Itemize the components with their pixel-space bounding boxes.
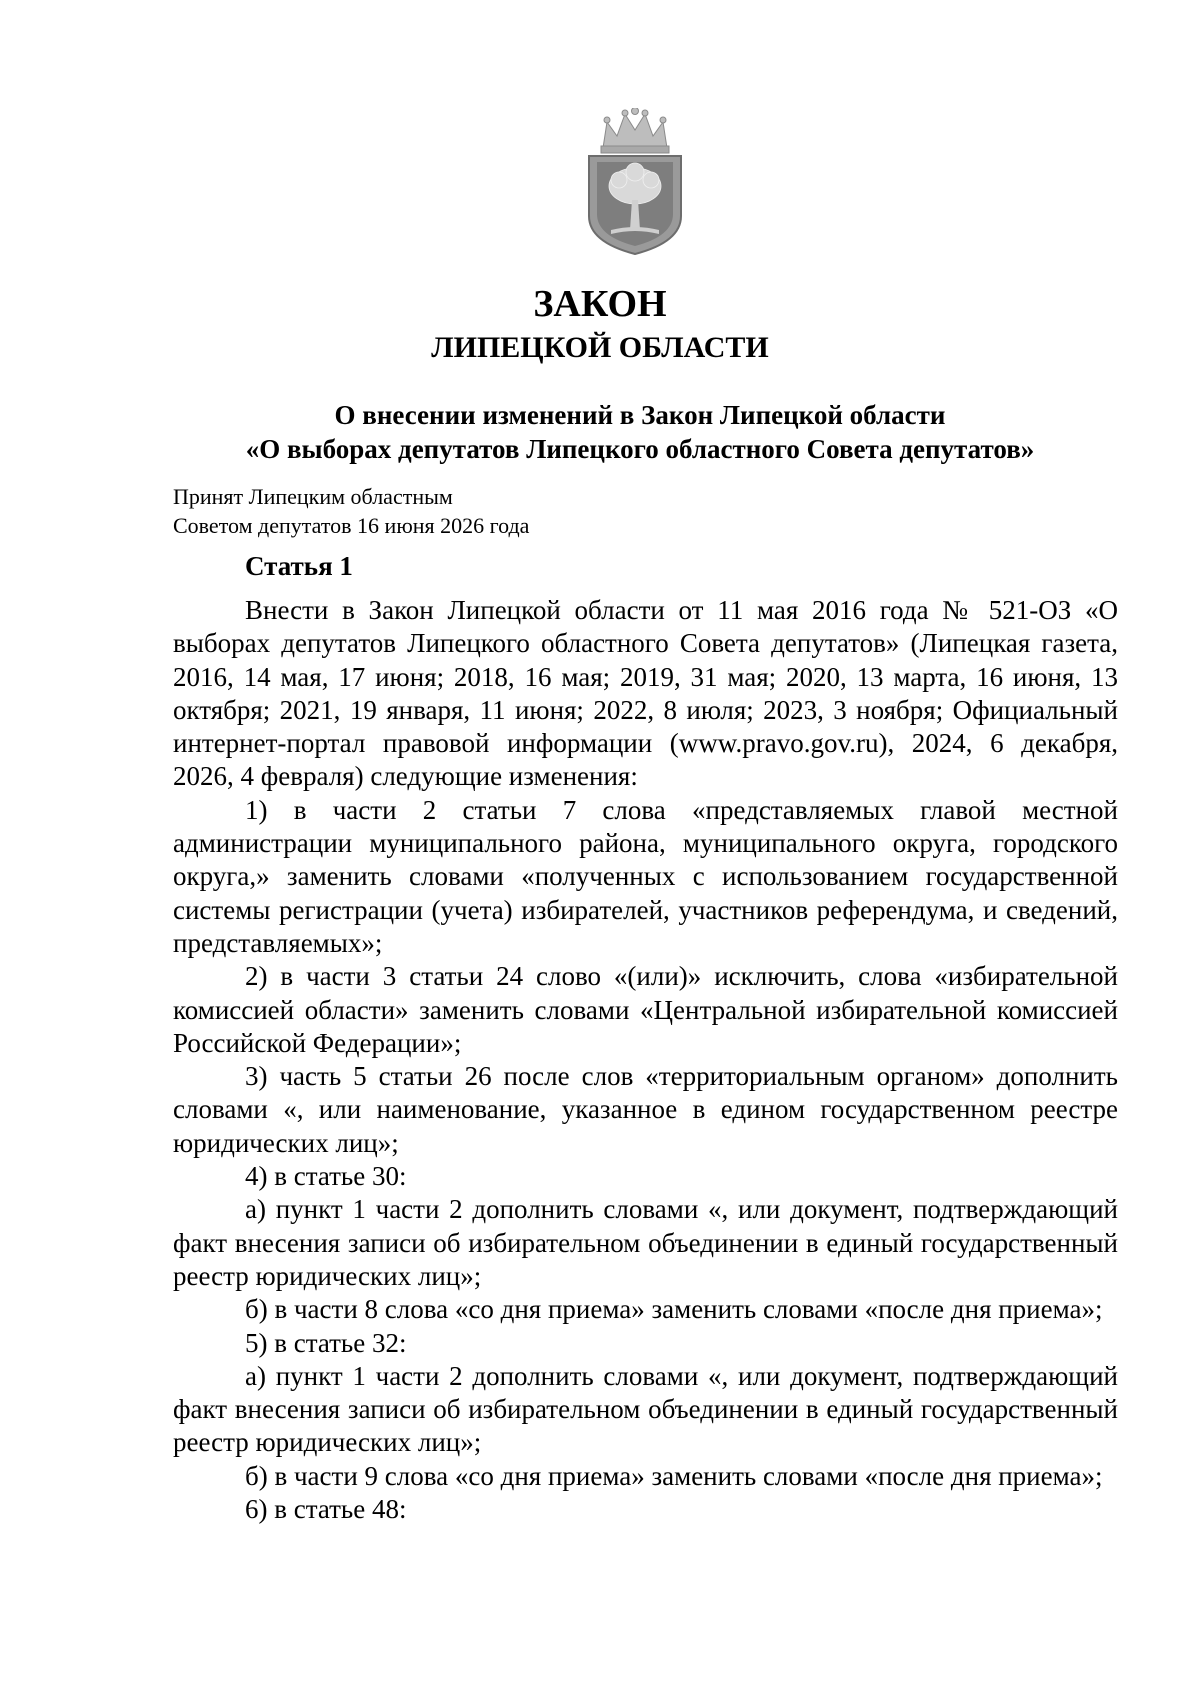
subtitle-line: «О выборах депутатов Липецкого областного Совета депутатов» xyxy=(245,434,1035,464)
paragraph: 6) в статье 48: xyxy=(245,1494,407,1525)
law-title: ЗАКОН xyxy=(533,283,667,325)
adoption-note xyxy=(173,482,529,540)
adoption-line: Принят Липецким областным xyxy=(173,484,453,509)
paragraph: Внести в Закон Липецкой области от 11 мая 2016 года № 521-ОЗ «О выборах депутатов Липецкого областного Совета депутатов» (Липецкая газета, 2016, 14 мая, 17 июня; 2018, 16 мая; 2019, 31 мая; 2020, 13 марта, 16 июня, 13 октября; 2021, 19 января, 11 июня; 2022, 8 июля; 2023, 3 ноября; Официальный интернет-портал правовой информации (www.pravo.gov.ru), 2024, 6 декабря, 2026, 4 февраля) следующие изменения: xyxy=(173,595,1118,792)
region-title: ЛИПЕЦКОЙ ОБЛАСТИ xyxy=(431,331,769,364)
document-subtitle xyxy=(150,398,1130,466)
adoption-line: Советом депутатов 16 июня 2026 года xyxy=(173,513,530,538)
paragraph: б) в части 9 слова «со дня приема» заменить словами «после дня приема»; xyxy=(245,1460,1103,1491)
paragraph: а) пункт 1 части 2 дополнить словами «, или документ, подтверждающий факт внесения записи об избирательном объединении в единый государственный реестр юридических лиц»; xyxy=(173,1194,1118,1291)
paragraph: 5) в статье 32: xyxy=(245,1327,407,1358)
paragraph: б) в части 8 слова «со дня приема» заменить словами «после дня приема»; xyxy=(245,1294,1103,1325)
coat-of-arms-icon xyxy=(583,108,687,258)
article-body xyxy=(173,550,1118,1526)
paragraph: 4) в статье 30: xyxy=(245,1161,407,1192)
paragraph: а) пункт 1 части 2 дополнить словами «, или документ, подтверждающий факт внесения записи об избирательном объединении в единый государственный реестр юридических лиц»; xyxy=(173,1360,1118,1458)
paragraph: 3) часть 5 статьи 26 после слов «территориальным органом» дополнить словами «, или наименование, указанное в едином государственном реестре юридических лиц»; xyxy=(173,1061,1118,1158)
subtitle-line: О внесении изменений в Закон Липецкой области xyxy=(334,400,946,430)
article-heading: Статья 1 xyxy=(245,551,353,581)
paragraph: 2) в части 3 статьи 24 слово «(или)» исключить, слова «избирательной комиссией области» заменить словами «Центральной избирательной комиссией Российской Федерации»; xyxy=(173,961,1118,1058)
paragraph: 1) в части 2 статьи 7 слова «представляемых главой местной администрации муниципального района, муниципального округа, городского округа,» заменить словами «полученных с использованием государственной системы регистрации (учета) избирателей, участников референдума, и сведений, представляемых»; xyxy=(173,794,1118,958)
